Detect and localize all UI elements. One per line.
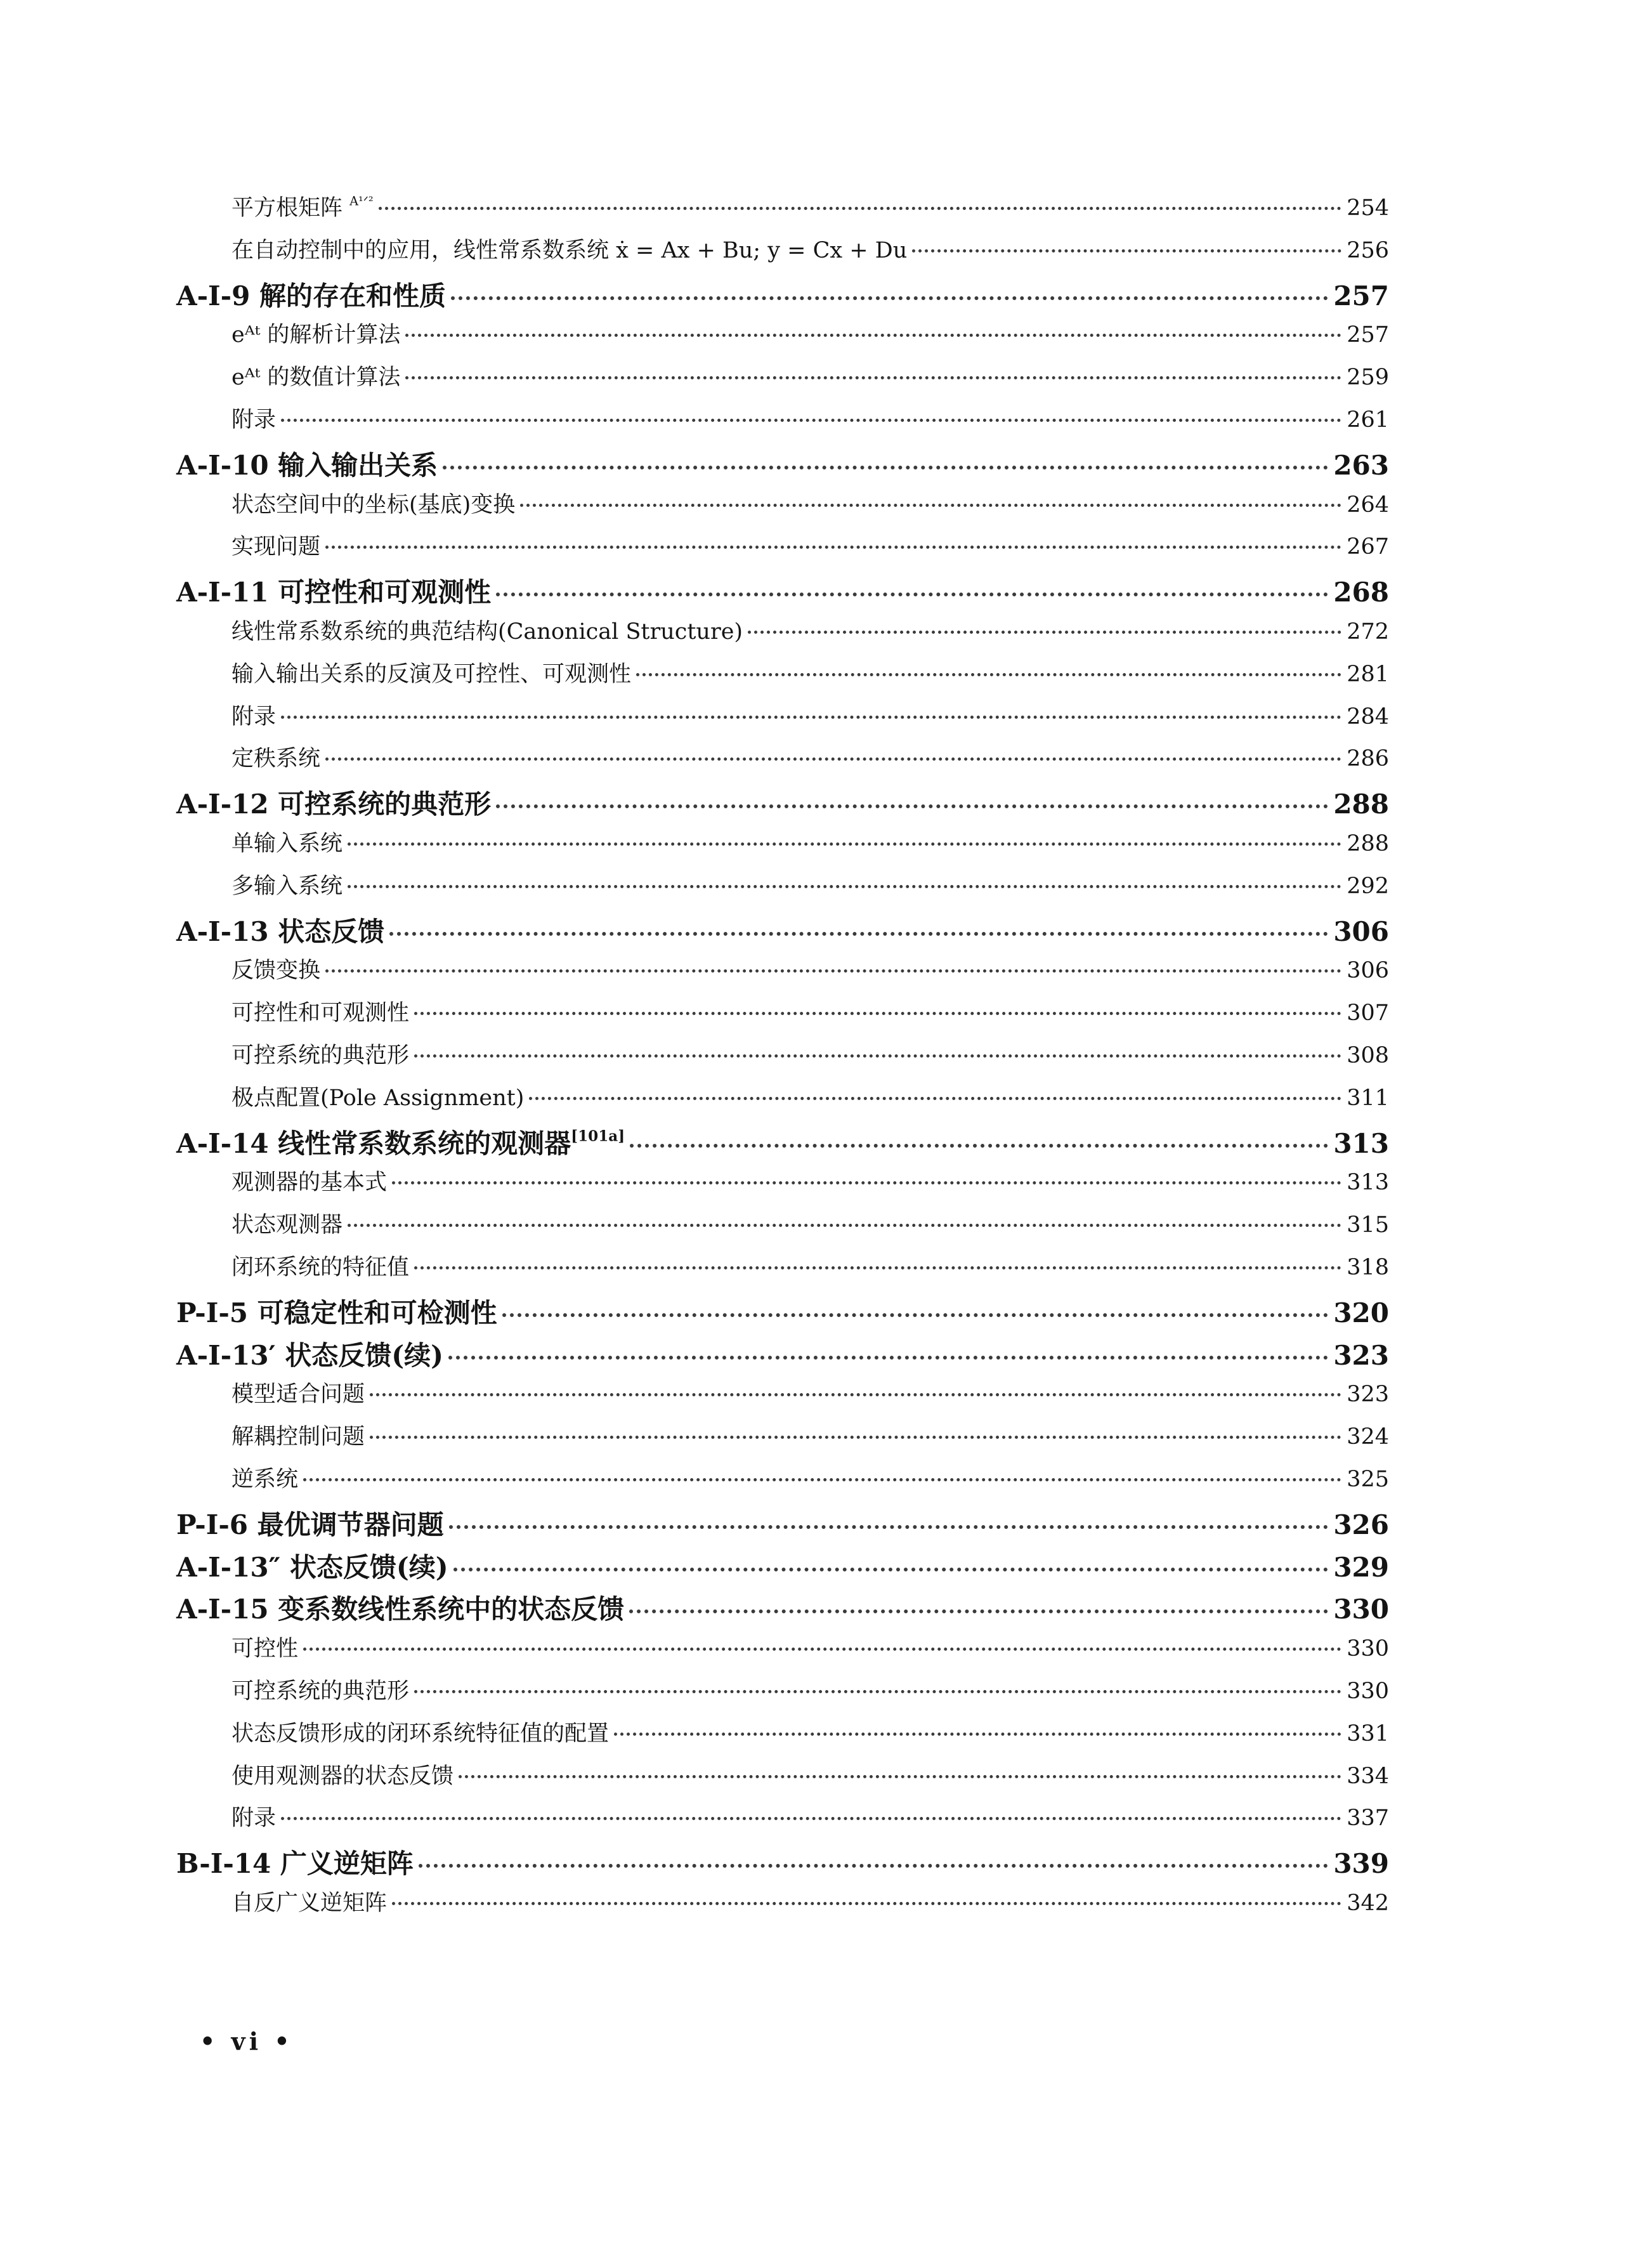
dot-leader	[502, 1313, 1329, 1317]
entry-title: 定秩系统	[232, 746, 321, 772]
entry-page-number: 330	[1347, 1636, 1389, 1662]
dot-leader	[614, 1733, 1341, 1736]
toc-section-entry	[176, 1843, 1389, 1881]
entry-page-number: 288	[1347, 831, 1389, 856]
toc-subsection-entry	[232, 1462, 1389, 1493]
entry-page-number: 330	[1347, 1679, 1389, 1704]
entry-page-number: 331	[1347, 1721, 1389, 1747]
entry-title: B-I-14 广义逆矩阵	[176, 1848, 414, 1880]
entry-page-number: 313	[1347, 1170, 1389, 1196]
entry-title: A-I-13 状态反馈	[176, 915, 385, 947]
entry-title: 状态观测器	[232, 1212, 343, 1238]
entry-page-number: 326	[1333, 1509, 1389, 1540]
entry-page-number: 318	[1347, 1255, 1389, 1280]
dot-leader	[496, 593, 1328, 596]
entry-superscript: A¹ᐟ²	[349, 193, 374, 209]
entry-page-number: 267	[1347, 534, 1389, 560]
toc-subsection-entry	[232, 1631, 1389, 1663]
toc-section-entry	[176, 275, 1389, 313]
entry-title: A-I-12 可控系统的典范形	[176, 789, 492, 820]
entry-title: 可控性和可观测性	[232, 1000, 410, 1026]
entry-page-number: 256	[1347, 237, 1389, 263]
entry-page-number: 315	[1347, 1212, 1389, 1238]
entry-title: 在自动控制中的应用，线性常系数系统 ẋ = Ax + Bu; y = Cx + Du	[232, 237, 908, 263]
entry-title: A-I-15 变系数线性系统中的状态反馈	[176, 1594, 625, 1625]
toc-subsection-entry	[232, 1800, 1389, 1832]
entry-title: 观测器的基本式	[232, 1170, 388, 1196]
entry-title: P-I-6 最优调节器问题	[176, 1509, 444, 1540]
dot-leader	[414, 1690, 1341, 1693]
dot-leader	[529, 1097, 1341, 1100]
entry-page-number: 292	[1347, 873, 1389, 899]
entry-page-number: 272	[1347, 619, 1389, 645]
entry-page-number: 323	[1333, 1339, 1389, 1371]
entry-title: 使用观测器的状态反馈	[232, 1763, 454, 1789]
dot-leader	[414, 1054, 1341, 1058]
dot-leader	[379, 207, 1342, 210]
entry-page-number: 268	[1333, 577, 1389, 608]
entry-title: 实现问题	[232, 534, 321, 560]
toc-subsection-entry	[232, 317, 1389, 349]
toc-subsection-entry	[232, 1716, 1389, 1748]
entry-title: 输入输出关系的反演及可控性、可观测性	[232, 661, 632, 687]
dot-leader	[389, 932, 1328, 936]
entry-title: A-I-10 输入输出关系	[176, 449, 438, 481]
dot-leader	[451, 296, 1328, 300]
toc-subsection-entry	[232, 529, 1389, 561]
toc-section-entry	[176, 1589, 1389, 1627]
dot-leader	[748, 631, 1341, 634]
entry-page-number: 257	[1333, 280, 1389, 311]
entry-page-number: 306	[1347, 958, 1389, 984]
dot-leader	[520, 504, 1341, 507]
toc-subsection-entry	[232, 233, 1389, 265]
toc-subsection-entry	[232, 953, 1389, 985]
toc-subsection-entry	[232, 1038, 1389, 1070]
entry-title: 逆系统	[232, 1467, 299, 1492]
entry-page-number: 257	[1347, 322, 1389, 348]
entry-page-number: 308	[1347, 1043, 1389, 1068]
toc-section-entry	[176, 1335, 1389, 1373]
entry-page-number: 334	[1347, 1763, 1389, 1789]
dot-leader	[414, 1266, 1341, 1269]
dot-leader	[303, 1478, 1341, 1481]
dot-leader	[392, 1902, 1341, 1905]
entry-page-number: 329	[1333, 1551, 1389, 1583]
dot-leader	[629, 1609, 1328, 1613]
entry-page-number: 307	[1347, 1000, 1389, 1026]
entry-title: eᴬᵗ 的数值计算法	[232, 365, 401, 391]
toc-section-entry	[176, 1504, 1389, 1542]
entry-title: 线性常系数系统的典范结构(Canonical Structure)	[232, 619, 743, 645]
entry-title: A-I-9 解的存在和性质	[176, 280, 446, 311]
toc-section-entry	[176, 445, 1389, 483]
entry-title: 附录	[232, 704, 277, 730]
entry-page-number: 337	[1347, 1806, 1389, 1832]
dot-leader	[449, 1525, 1329, 1529]
entry-superscript: [101a]	[571, 1127, 625, 1145]
entry-title: 状态反馈形成的闭环系统特征值的配置	[232, 1721, 610, 1747]
entry-page-number: 259	[1347, 365, 1389, 391]
entry-page-number: 254	[1347, 195, 1389, 221]
entry-page-number: 342	[1347, 1891, 1389, 1916]
dot-leader	[325, 969, 1341, 973]
entry-page-number: 261	[1347, 407, 1389, 433]
toc-subsection-entry	[232, 826, 1389, 858]
entry-title: A-I-13′ 状态反馈(续)	[176, 1339, 443, 1371]
toc-subsection-entry	[232, 699, 1389, 731]
entry-title: 可控系统的典范形	[232, 1679, 410, 1704]
entry-title: 反馈变换	[232, 958, 321, 984]
toc-subsection-entry	[232, 1674, 1389, 1705]
dot-leader	[281, 716, 1341, 719]
entry-title: A-I-11 可控性和可观测性	[176, 577, 492, 608]
dot-leader	[325, 757, 1341, 761]
toc-subsection-entry	[232, 1885, 1389, 1917]
entry-page-number: 323	[1347, 1382, 1389, 1408]
dot-leader	[348, 842, 1341, 846]
dot-leader	[281, 419, 1341, 422]
toc-section-entry	[176, 1123, 1389, 1161]
toc-subsection-entry	[232, 741, 1389, 773]
dot-leader	[630, 1144, 1328, 1148]
entry-title: A-I-13″ 状态反馈(续)	[176, 1551, 448, 1583]
entry-title: 单输入系统	[232, 831, 343, 856]
entry-page-number: 264	[1347, 492, 1389, 518]
dot-leader	[348, 1224, 1341, 1227]
entry-page-number: 311	[1347, 1085, 1389, 1111]
dot-leader	[496, 804, 1328, 808]
dot-leader	[348, 885, 1341, 888]
entry-page-number: 325	[1347, 1467, 1389, 1492]
entry-title: 模型适合问题	[232, 1382, 365, 1408]
toc-subsection-entry	[232, 190, 1389, 222]
dot-leader	[325, 546, 1341, 549]
entry-title: 多输入系统	[232, 873, 343, 899]
dot-leader	[370, 1393, 1341, 1396]
dot-leader	[453, 1568, 1329, 1571]
toc-subsection-entry	[232, 1250, 1389, 1281]
entry-page-number: 286	[1347, 746, 1389, 772]
entry-title: P-I-5 可稳定性和可检测性	[176, 1297, 497, 1328]
entry-title: 附录	[232, 407, 277, 433]
toc-subsection-entry	[232, 869, 1389, 900]
toc-subsection-entry	[232, 1165, 1389, 1196]
toc-section-entry	[176, 1547, 1389, 1585]
toc-subsection-entry	[232, 360, 1389, 391]
toc-subsection-entry	[232, 995, 1389, 1027]
dot-leader	[392, 1181, 1341, 1184]
toc-section-entry	[176, 911, 1389, 949]
toc-section-entry	[176, 783, 1389, 822]
toc-subsection-entry	[232, 487, 1389, 519]
dot-leader	[448, 1356, 1328, 1360]
entry-title: eᴬᵗ 的解析计算法	[232, 322, 401, 348]
dot-leader	[459, 1775, 1341, 1778]
toc-subsection-entry	[232, 657, 1389, 688]
dot-leader	[405, 376, 1341, 379]
entry-title: 解耦控制问题	[232, 1424, 365, 1450]
toc-subsection-entry	[232, 1759, 1389, 1790]
entry-title: 极点配置(Pole Assignment)	[232, 1085, 525, 1111]
toc-subsection-entry	[232, 1419, 1389, 1451]
toc-subsection-entry	[232, 1377, 1389, 1408]
entry-page-number: 324	[1347, 1424, 1389, 1450]
entry-title: A-I-14 线性常系数系统的观测器[101a]	[176, 1127, 625, 1159]
toc-subsection-entry	[232, 1080, 1389, 1112]
entry-page-number: 284	[1347, 704, 1389, 730]
entry-page-number: 339	[1333, 1848, 1389, 1880]
entry-title: 状态空间中的坐标(基底)变换	[232, 492, 516, 518]
dot-leader	[303, 1648, 1341, 1651]
dot-leader	[405, 334, 1341, 337]
dot-leader	[414, 1012, 1341, 1015]
dot-leader	[281, 1817, 1341, 1820]
entry-page-number: 281	[1347, 661, 1389, 687]
entry-page-number: 313	[1333, 1127, 1389, 1159]
entry-title: 附录	[232, 1806, 277, 1832]
entry-title: 自反广义逆矩阵	[232, 1891, 388, 1916]
entry-page-number: 263	[1333, 449, 1389, 481]
toc-section-entry	[176, 1292, 1389, 1330]
entry-page-number: 330	[1333, 1594, 1389, 1625]
entry-title: 可控性	[232, 1636, 299, 1662]
entry-page-number: 306	[1333, 915, 1389, 947]
dot-leader	[370, 1436, 1341, 1439]
entry-title: 平方根矩阵 $^{A^1ᐟ^2}$	[232, 193, 374, 221]
entry-title: 闭环系统的特征值	[232, 1255, 410, 1280]
entry-title: 可控系统的典范形	[232, 1043, 410, 1068]
dot-leader	[912, 249, 1341, 252]
dot-leader	[636, 673, 1341, 676]
toc-subsection-entry	[232, 1207, 1389, 1239]
dot-leader	[443, 466, 1328, 469]
toc-section-entry	[176, 572, 1389, 610]
entry-page-number: 320	[1333, 1297, 1389, 1328]
toc-subsection-entry	[232, 402, 1389, 434]
dot-leader	[419, 1864, 1328, 1868]
page-number: • vi •	[200, 2027, 294, 2055]
entry-page-number: 288	[1333, 789, 1389, 820]
toc-subsection-entry	[232, 614, 1389, 646]
